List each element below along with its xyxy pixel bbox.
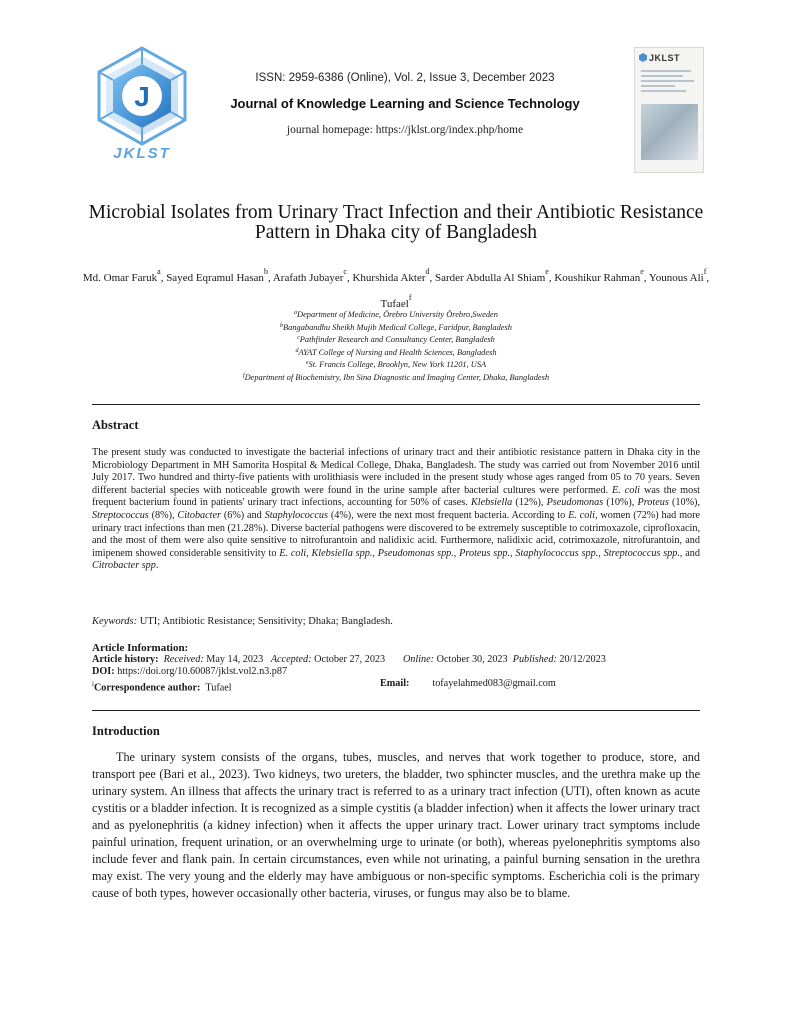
author: Sayed Eqramul Hasan xyxy=(166,272,264,284)
abstract-text: The present study was conducted to investigate the bacterial infections of urinary tract and their antibiotic resistance pattern in Dhaka city in the Microbiology Department in MH Samorita Hospital & Medical College, Dhaka, Bangladesh. The study was carried out from November 2016 until July 2017. Two hundred and thirty-five patients with urolithiasis were included in the present study whose ages ranged from 05 to 70 years. Seven different bacterial species with noticeable growth were found in the urine sample after bacterial cultures were performed. E. coli was the most frequent bacterium found in patients' urinary tract infections, accounting for 50% of cases. Klebsiella (12%), Pseudomonas (10%), Proteus (10%), Streptococcus (8%), Citobacter (6%) and Staphylococcus (4%), were the next most frequent bacteria. According to E. coli, women (72%) had more urinary tract infections than men (21.28%). Diverse bacterial pathogens were discovered to be extremely susceptible to cotrimoxazole, ciprofloxacin, and the most of them were also quite sensitive to nitrofurantoin and nalidixic acid. Furthermore, nalidixic acid, cotrimoxazole, nitrofurantoin, and imipenem showed considerable sensitivity to E. coli, Klebsiella spp., Pseudomonas spp., Proteus spp., Staphylococcus spp., Streptococcus spp., and Citrobacter spp. xyxy=(92,447,701,572)
author: Sarder Abdulla Al Shiam xyxy=(434,272,546,284)
section-divider xyxy=(92,404,700,405)
article-doi: DOI: https://doi.org/10.60087/jklst.vol2.n3.p87 xyxy=(92,666,288,677)
author: Md. Omar Faruk xyxy=(82,272,158,284)
journal-logo xyxy=(92,44,192,162)
author: Arafath Jubayer xyxy=(272,272,344,284)
affiliation: $^a$Department of Medicine, Örebro University Örebro,Sweden xyxy=(294,310,498,319)
introduction-text: The urinary system consists of the organs, tubes, muscles, and nerves that work together to produce, store, and transport pee (Bari et al., 2023). Two kidneys, two ureters, the bladder, two sphincter muscles, and the urethra make up the urinary system. An illness that affects the urinary tract is referred to as a urinary tract infection (UTI), often known as acute cystitis or a bladder infection. It is recognized as a simple cystitis (a bladder infection) when it affects the lower urinary tract and as pyelonephritis (a kidney infection) when it affects the upper urinary tract. Lower urinary tract symptoms include painful urination, frequent urination, or an overwhelming urge to urinate (or both), whereas pyelonephritis symptoms also include fever and flank pain. In certain circumstances, even while not urinating, a painful burning sensation in the urethra may exist. The very young and the elderly may have ambiguous or non-specific symptoms. Escherichia coli is the primary cause of both types, however occasionally other bacteria, viruses, or fungus may also be to blame. xyxy=(92,750,700,900)
cover-title: JKLST xyxy=(649,53,681,63)
journal-name: Journal of Knowledge Learning and Science Technology xyxy=(230,96,580,111)
article-information xyxy=(92,642,700,694)
affiliation: $^e$St. Francis College, Brooklyn, New York 11201, USA xyxy=(305,360,487,370)
correspondence-name: Tufael xyxy=(205,682,232,694)
author: Koushikur Rahman xyxy=(554,272,641,284)
introduction-heading: Introduction xyxy=(92,724,160,738)
keywords-label: Keywords: xyxy=(92,616,138,627)
abstract-heading: Abstract xyxy=(92,418,139,432)
paper-title: Microbial Isolates from Urinary Tract Infection and their Antibiotic Resistance Pattern in Dhaka city of Bangladesh xyxy=(88,202,704,243)
cover-badge-icon xyxy=(639,53,647,62)
affiliation: $^b$Bangabandhu Sheikh Mujib Medical College, Faridpur, Bangladesh xyxy=(280,322,512,332)
email-link[interactable]: tofayelahmed083@gmail.com xyxy=(432,678,556,689)
article-info-heading: Article Information: xyxy=(92,642,189,654)
issn-line: ISSN: 2959-6386 (Online), Vol. 2, Issue 3, December 2023 xyxy=(255,72,555,84)
section-divider xyxy=(92,710,700,711)
keywords-text: UTI; Antibiotic Resistance; Sensitivity; Dhaka; Bangladesh. xyxy=(137,616,393,627)
affiliation: $^f$Department of Biochemistry, Ibn Sina Diagnostic and Imaging Center, Dhaka, Bangladesh xyxy=(242,372,550,382)
jklst-hexagon-logo-icon xyxy=(92,44,192,162)
author-list: Md. Omar Faruk$^a$, Sayed Eqramul Hasan$^b$, Arafath Jubayer$^c$, Khurshida Akter$^d$, Sarder Abdulla Al Shiam$^e$, Koushikur Rahman$^e$, Younous Ali$^f$, Tufael$^f$ xyxy=(82,267,710,310)
homepage-label: journal homepage: xyxy=(286,124,376,136)
author: Khurshida Akter xyxy=(352,272,426,284)
cover-text-lines xyxy=(641,70,697,95)
affiliation: $^c$Pathfinder Research and Consultancy Center, Bangladesh xyxy=(297,335,495,345)
homepage-link[interactable]: https://jklst.org/index.php/home xyxy=(375,124,524,136)
author: Younous Ali xyxy=(648,272,704,284)
cover-image xyxy=(641,104,698,160)
correspondence: $^i$Correspondence author: Tufael Email: tofayelahmed083@gmail.com xyxy=(92,678,556,694)
doi-link[interactable]: https://doi.org/10.60087/jklst.vol2.n3.p87 xyxy=(114,666,288,677)
svg-text:J: J xyxy=(134,81,150,112)
article-history: Article history: Received: May 14, 2023 Accepted: October 27, 2023 Online: October 30, 2023 Published: 20/12/2023 xyxy=(92,654,606,665)
journal-cover-thumbnail xyxy=(634,47,704,173)
svg-text:JKLST: JKLST xyxy=(113,145,171,162)
affiliation-list xyxy=(110,308,682,384)
journal-homepage xyxy=(205,124,605,136)
keywords xyxy=(92,616,700,627)
author: Tufael xyxy=(380,298,409,310)
affiliation: $^d$AYAT College of Nursing and Health Sciences, Bangladesh xyxy=(295,347,497,357)
